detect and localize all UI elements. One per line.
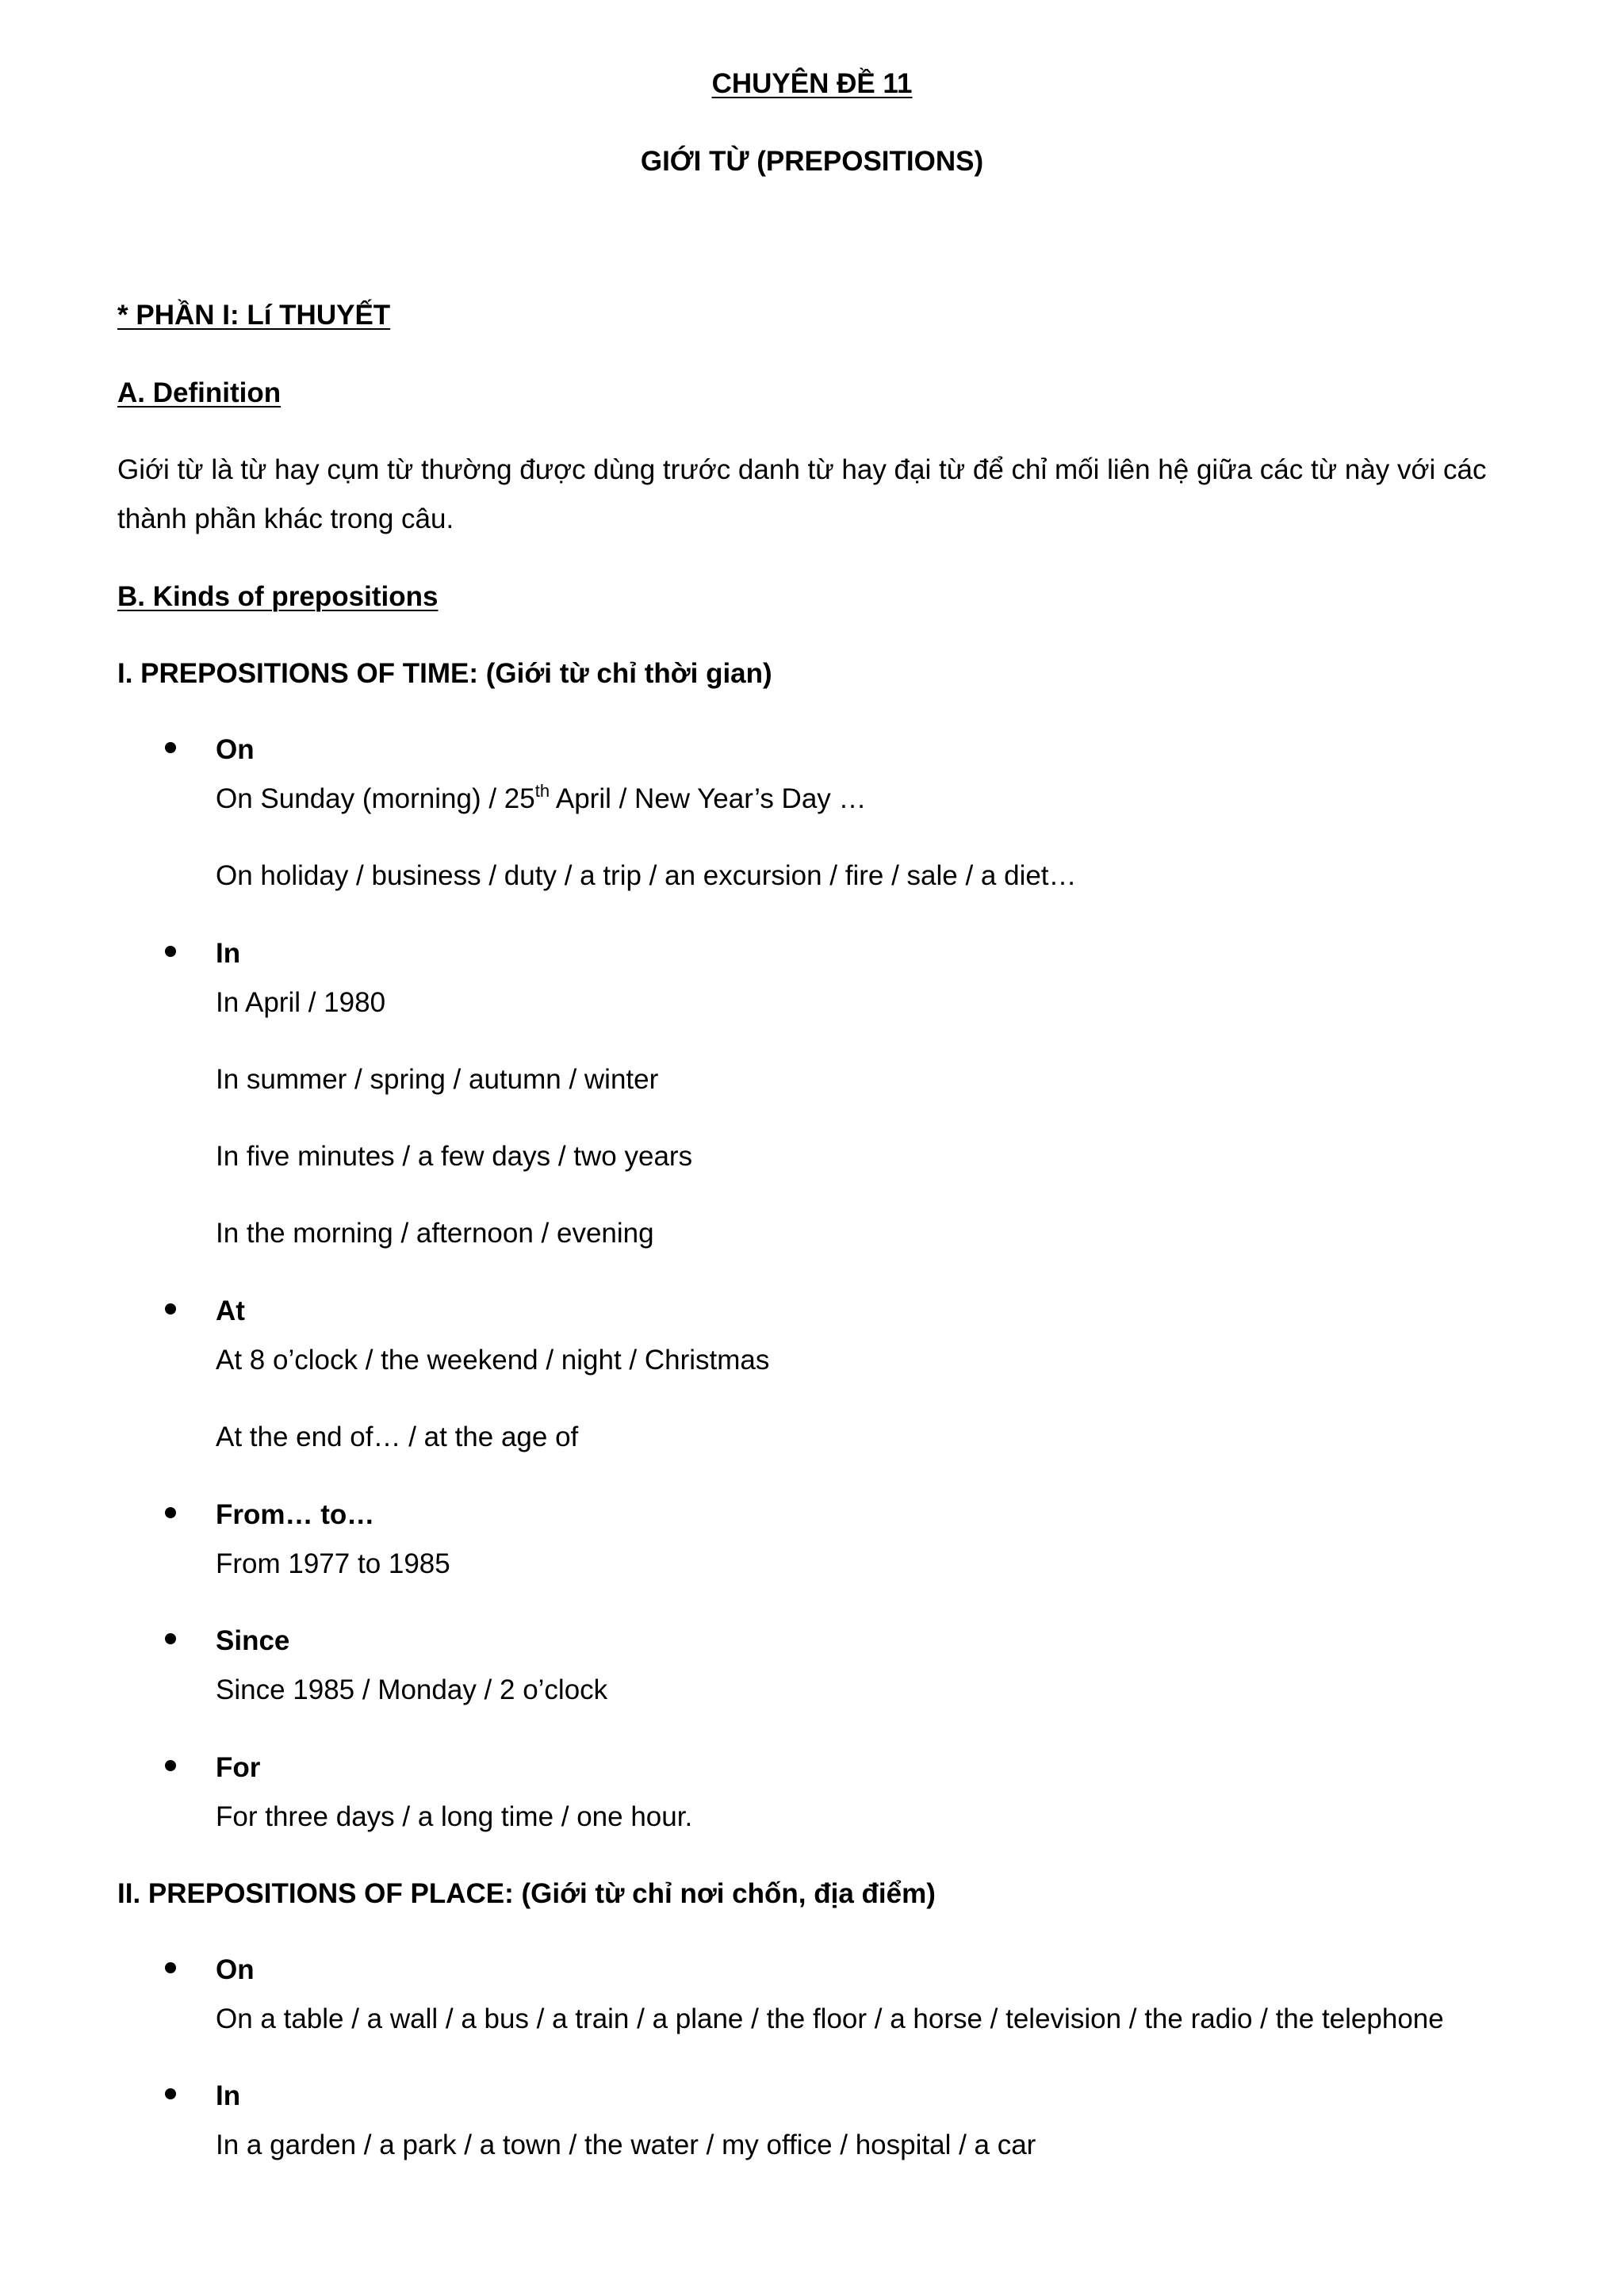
topic-title: CHUYÊN ĐỀ 11 — [711, 68, 913, 99]
time-section-heading: I. PREPOSITIONS OF TIME: (Giới từ chỉ thời gian) — [117, 658, 772, 689]
part1-heading: * PHẦN I: Lí THUYẾT — [117, 300, 391, 331]
bullet-icon — [165, 1507, 176, 1518]
time-in-example-4: In the morning / afternoon / evening — [216, 1218, 654, 1249]
definition-text: Giới từ là từ hay cụm từ thường được dùng trước danh từ hay đại từ để chỉ mối liên hệ giữa các từ này với các thành phần khác trong câu. — [117, 454, 1487, 534]
place-in-example: In a garden / a park / a town / the water / my office / hospital / a car — [216, 2130, 1036, 2160]
place-in-label: In — [216, 2080, 241, 2111]
time-at-example-2: At the end of… / at the age of — [216, 1422, 579, 1452]
definition-heading: A. Definition — [117, 377, 282, 408]
time-from-to-label: From… to… — [216, 1499, 375, 1530]
time-from-to-example: From 1977 to 1985 — [216, 1548, 450, 1579]
time-in-example-3: In five minutes / a few days / two years — [216, 1141, 693, 1172]
kinds-heading: B. Kinds of prepositions — [117, 581, 439, 612]
bullet-icon — [165, 1962, 176, 1973]
time-for-example: For three days / a long time / one hour. — [216, 1801, 693, 1832]
time-at-example-1: At 8 o’clock / the weekend / night / Christmas — [216, 1345, 770, 1376]
bullet-icon — [165, 742, 176, 753]
time-on-label: On — [216, 734, 255, 765]
time-on-example-1: On Sunday (morning) / 25th April / New Year’s Day … — [216, 781, 867, 814]
bullet-icon — [165, 1303, 176, 1314]
bullet-icon — [165, 1760, 176, 1771]
time-on-example-2: On holiday / business / duty / a trip / an excursion / fire / sale / a diet… — [216, 860, 1077, 891]
time-since-label: Since — [216, 1625, 290, 1656]
place-on-label: On — [216, 1954, 255, 1985]
time-in-label: In — [216, 938, 241, 969]
place-on-example: On a table / a wall / a bus / a train / a plane / the floor / a horse / television / the radio / the telephone — [216, 2003, 1444, 2034]
time-in-example-1: In April / 1980 — [216, 987, 386, 1018]
bullet-icon — [165, 1633, 176, 1644]
time-at-label: At — [216, 1295, 245, 1326]
bullet-icon — [165, 2088, 176, 2099]
time-in-example-2: In summer / spring / autumn / winter — [216, 1064, 659, 1095]
bullet-icon — [165, 946, 176, 957]
time-for-label: For — [216, 1752, 261, 1783]
time-since-example: Since 1985 / Monday / 2 o’clock — [216, 1674, 608, 1705]
place-section-heading: II. PREPOSITIONS OF PLACE: (Giới từ chỉ nơi chốn, địa điểm) — [117, 1878, 936, 1909]
document-title: GIỚI TỪ (PREPOSITIONS) — [640, 146, 984, 177]
